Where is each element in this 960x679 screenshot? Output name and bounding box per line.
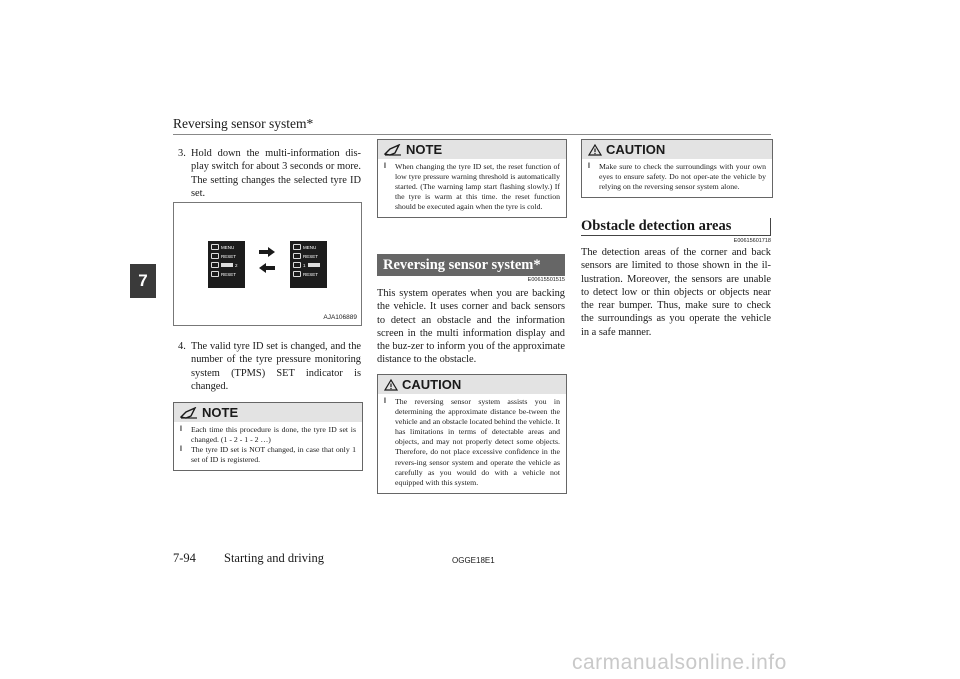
reset-label: RESET: [221, 271, 237, 277]
caution-bullet: [384, 397, 560, 488]
note-bullet: [180, 425, 356, 445]
warning-triangle-icon: [588, 144, 602, 156]
menu-label: MENU: [221, 244, 235, 250]
watermark: carmanualsonline.info: [572, 651, 787, 674]
figure-id: AJA106889: [323, 314, 357, 321]
caution-box-middle: [377, 374, 567, 494]
note-text: When changing the tyre ID set, the reset function of low tyre pressure warning threshold is automatically started. (The warning lamp start flashing slowly.) If the tyre is warm at this time. the reset function should be executed again when the tyre is cold.: [395, 162, 560, 212]
reset-label: RESET: [303, 271, 319, 277]
step-4: [178, 340, 361, 393]
note-box-middle: [377, 139, 567, 218]
arrow-left-icon: [259, 263, 275, 273]
warning-triangle-icon: [384, 379, 398, 391]
tpms-icon: [293, 262, 301, 268]
footer-section: Starting and driving: [224, 551, 324, 565]
pen-icon: [384, 144, 402, 156]
note-bullet: [384, 162, 560, 212]
step-text: The valid tyre ID set is changed, and the number of the tyre pressure monitoring system (TPMS) SET indicator is changed.: [191, 341, 361, 392]
bullet-icon: l: [180, 446, 182, 454]
caution-header: [582, 140, 772, 159]
id-set-number: 1: [303, 262, 306, 268]
step-3: [178, 147, 361, 200]
bullet-icon: l: [384, 398, 386, 405]
display-screen-after: [290, 241, 327, 288]
selection-bar: [308, 263, 320, 267]
caution-box-right: [581, 139, 773, 198]
caution-label: CAUTION: [402, 377, 462, 392]
note-header: [378, 140, 566, 159]
caution-bullet: [588, 162, 766, 192]
tpms-icon: [211, 262, 219, 268]
subsection-paragraph: The detection areas of the corner and back sensors are limited to those shown in the il-lustration. Moreover, the sensors are unable to detect low or thin objects or objects near the rear bumper. Thus, make sure to check the surroundings as you operate the vehicle in a safe manner.: [581, 247, 771, 338]
tyre-icon: [211, 271, 219, 277]
bullet-icon: l: [384, 163, 386, 170]
subsection-title: Obstacle detection areas: [581, 218, 771, 236]
arrow-right-icon: [259, 247, 275, 257]
display-screen-before: [208, 241, 245, 288]
menu-label: MENU: [303, 244, 317, 250]
step-text: Hold down the multi-information dis-play switch for about 3 seconds or more. The setting changes the selected tyre ID set.: [191, 148, 361, 199]
warning-icon: [211, 253, 219, 259]
car-icon: [211, 244, 219, 250]
note-text: The tyre ID set is NOT changed, in case that only 1 set of ID is registered.: [191, 445, 356, 465]
id-set-number: 2: [235, 262, 238, 268]
step-number: 3.: [178, 148, 186, 159]
display-figure: [173, 202, 362, 326]
note-text: Each time this procedure is done, the tyre ID set is changed. (1 - 2 - 1 - 2 …): [191, 425, 356, 445]
subsection-code: E00615601718: [733, 238, 771, 244]
section-paragraph: This system operates when you are backing the vehicle. It uses corner and back sensors to detect an obstacle and the information screen in the multi information display and the buz-zer to inform you of the approximate distance to the obstacle.: [377, 288, 565, 366]
warning-icon: [293, 253, 301, 259]
bullet-icon: l: [180, 426, 182, 433]
step-number: 4.: [178, 341, 186, 352]
note-label: NOTE: [406, 142, 443, 157]
note-box-left: [173, 402, 363, 471]
caution-text: Make sure to check the surroundings with your own eyes to ensure safety. Do not oper-ate the vehicle by relying on the reversing sensor system alone.: [599, 162, 766, 192]
caution-header: [378, 375, 566, 394]
pen-icon: [180, 407, 198, 419]
tyre-icon: [293, 271, 301, 277]
note-label: NOTE: [202, 405, 239, 420]
chapter-tab: 7: [130, 264, 156, 298]
document-code: OGGE18E1: [452, 556, 495, 565]
page-number: 7-94: [173, 551, 196, 565]
note-bullet: [180, 445, 356, 465]
running-header: Reversing sensor system*: [173, 116, 314, 131]
section-code: E00615501515: [527, 277, 565, 283]
reset-label: RESET: [221, 253, 237, 259]
bullet-icon: l: [588, 163, 590, 170]
section-title: Reversing sensor system*: [377, 254, 565, 276]
caution-label: CAUTION: [606, 142, 666, 157]
car-icon: [293, 244, 301, 250]
header-rule: [173, 134, 771, 135]
selection-bar: [221, 263, 233, 267]
note-header: [174, 403, 362, 422]
caution-text: The reversing sensor system assists you in determining the approximate distance be-tween the vehicle and an obstacle located behind the vehicle. It has limitations in terms of detectable areas and objects, and may not properly detect some objects. Therefore, do not place excessive confidence in the revers-ing sensor system and operate the vehicle as carefully as you would do with a vehicle not equipped with this system.: [395, 397, 560, 487]
reset-label: RESET: [303, 253, 319, 259]
